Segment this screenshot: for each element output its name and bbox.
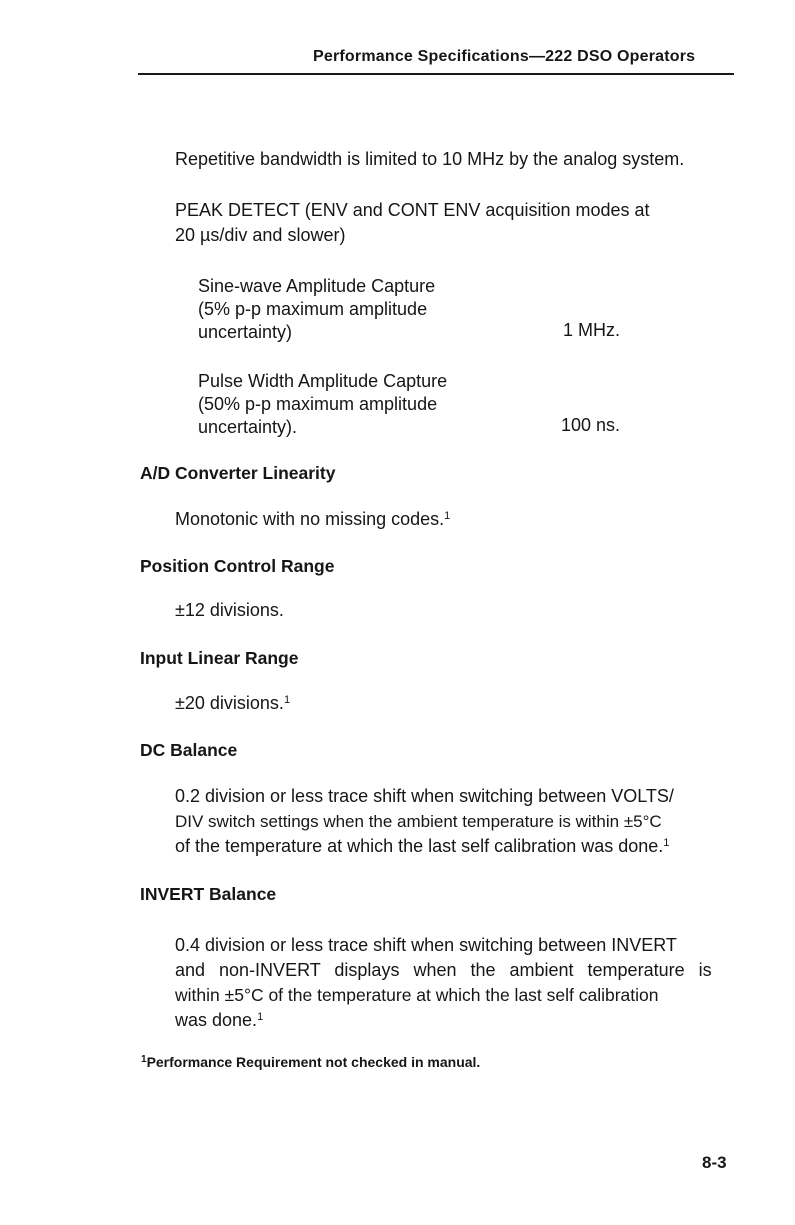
pulse-capture-line-2: (50% p-p maximum amplitude — [198, 394, 438, 414]
repetitive-bandwidth-text: Repetitive bandwidth is limited to 10 MHz by the analog system. — [175, 149, 685, 169]
ad-converter-heading: A/D Converter Linearity — [140, 463, 336, 483]
footnote-ref: 1 — [663, 837, 670, 849]
dc-balance-line-2: DIV switch settings when the ambient temperature is within ±5°C — [175, 812, 662, 831]
footnote — [141, 1054, 480, 1070]
running-header: Performance Specifications—222 DSO Operators — [313, 48, 696, 65]
pulse-capture-value: 100 ns. — [561, 415, 621, 435]
sine-capture-value: 1 MHz. — [563, 320, 621, 340]
invert-balance-line-2: and non-INVERT displays when the ambient temperature is — [175, 960, 712, 980]
input-range-heading: Input Linear Range — [140, 648, 299, 668]
invert-balance-heading: INVERT Balance — [140, 884, 277, 904]
peak-detect-line-2: 20 µs/div and slower) — [175, 225, 346, 245]
footnote-ref: 1 — [257, 1011, 264, 1023]
page-number: 8-3 — [702, 1153, 727, 1172]
footnote-ref: 1 — [283, 694, 291, 706]
sine-capture-line-1: Sine-wave Amplitude Capture — [198, 276, 436, 296]
footnote-text: Performance Requirement not checked in manual. — [146, 1054, 481, 1070]
invert-balance-line-4: was done.$^1$ — [175, 1010, 264, 1030]
peak-detect-line-1: PEAK DETECT (ENV and CONT ENV acquisition modes at — [175, 200, 650, 220]
invert-balance-text — [175, 933, 741, 1033]
invert-balance-line-3: within ±5°C of the temperature at which the last self calibration — [175, 985, 659, 1005]
pulse-capture-line-1: Pulse Width Amplitude Capture — [198, 371, 448, 391]
dc-balance-text — [175, 784, 741, 859]
ad-converter-text: Monotonic with no missing codes.$^1$ — [175, 509, 451, 529]
dc-balance-heading: DC Balance — [140, 740, 238, 760]
position-range-heading: Position Control Range — [140, 556, 335, 576]
sine-capture-line-2: (5% p-p maximum amplitude — [198, 299, 428, 319]
header-rule — [138, 73, 734, 75]
sine-capture-line-3: uncertainty) — [198, 322, 293, 342]
input-range-text: ±20 divisions.$^1$ — [175, 693, 291, 713]
invert-balance-line-1: 0.4 division or less trace shift when switching between INVERT — [175, 935, 677, 955]
footnote-marker: 1 — [141, 1054, 147, 1065]
dc-balance-line-1: 0.2 division or less trace shift when switching between VOLTS/ — [175, 786, 674, 806]
footnote-ref: 1 — [444, 510, 451, 522]
dc-balance-line-3: of the temperature at which the last self calibration was done.$^1$ — [175, 836, 670, 856]
pulse-capture-line-3: uncertainty). — [198, 417, 298, 437]
position-range-text: ±12 divisions. — [175, 600, 284, 620]
